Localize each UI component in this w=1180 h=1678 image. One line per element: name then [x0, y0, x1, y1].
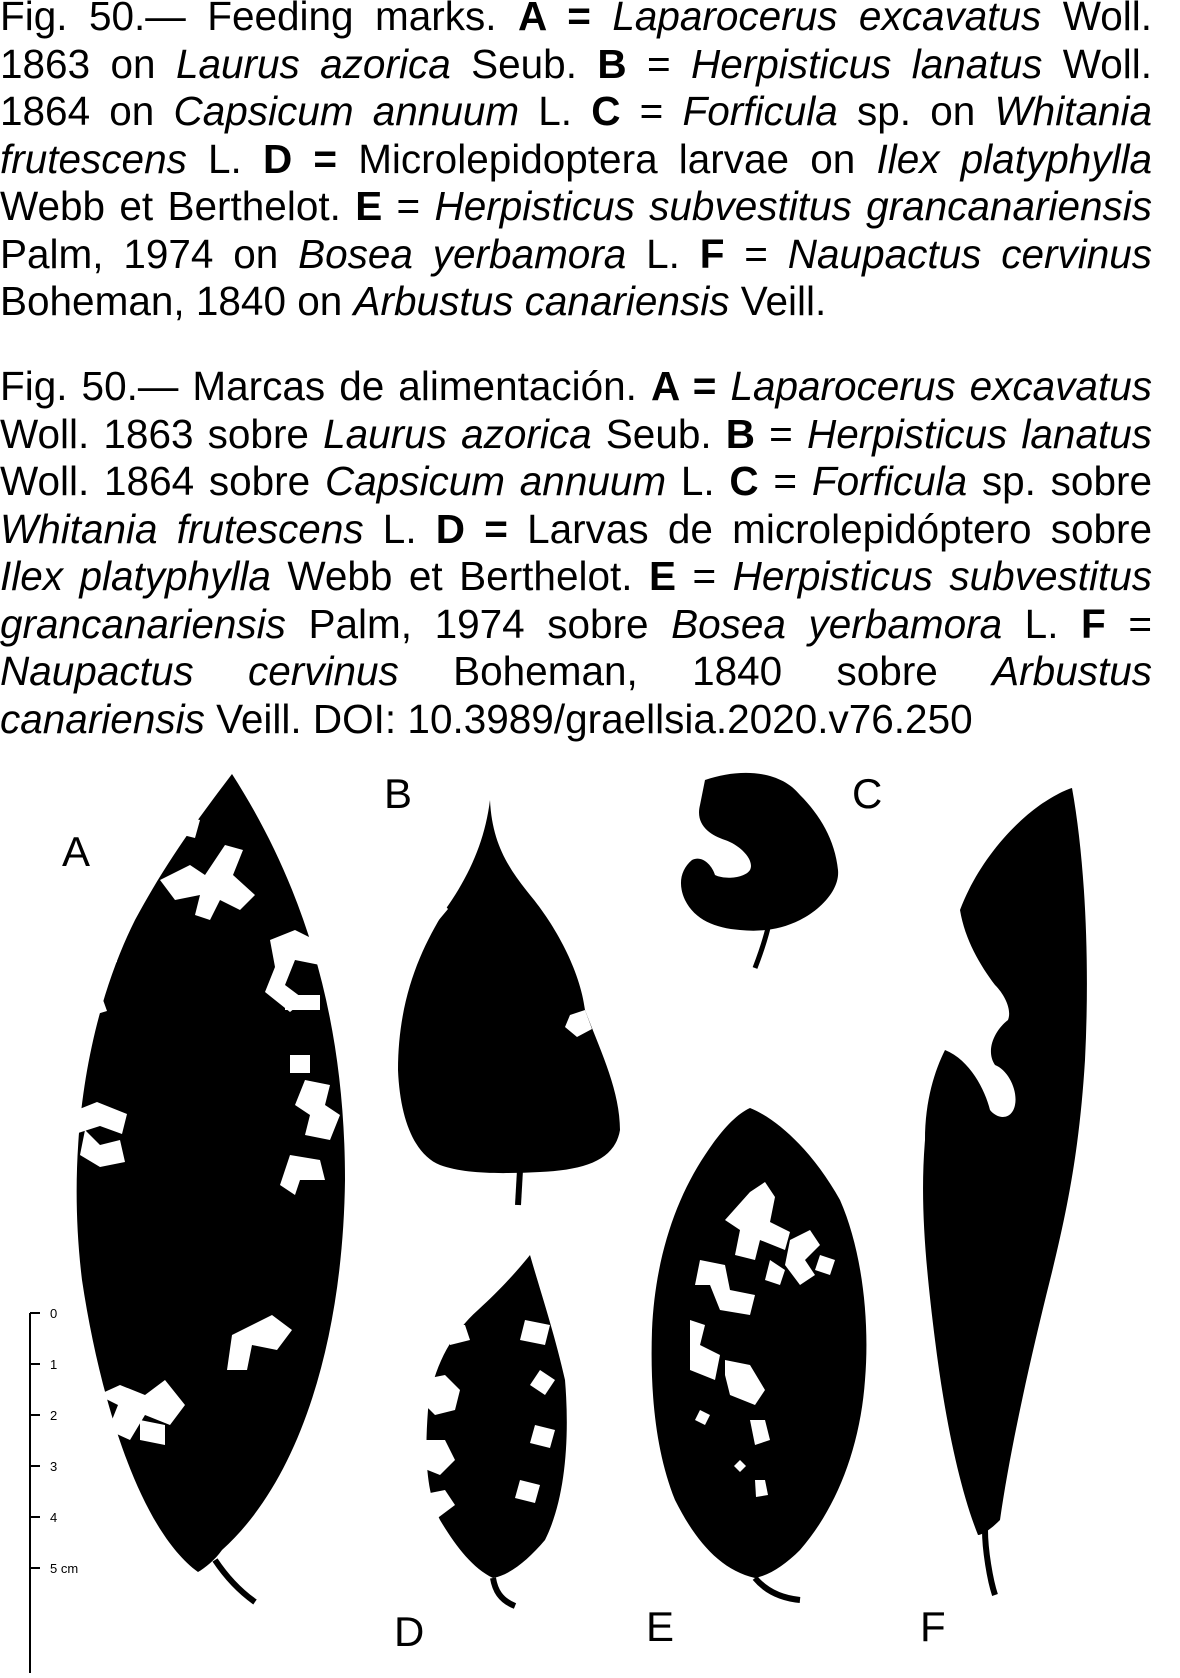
caption-es-run: Veill. DOI: 10.3989/graellsia.2020.v76.250 [204, 695, 973, 742]
leaf-c [681, 773, 838, 968]
caption-en-run: Veill. [729, 278, 827, 324]
leaf-f-petiole [985, 1530, 995, 1595]
leaf-silhouettes [0, 760, 1180, 1673]
caption-es-run: Fig. 50.— Marcas de alimentación. [0, 363, 651, 409]
leaf-d-blade [426, 1255, 566, 1578]
caption-es-run: Bosea yerbamora [671, 600, 1003, 647]
leaf-f-blade [923, 788, 1087, 1535]
caption-es-run: Webb et Berthelot. [270, 553, 649, 599]
caption-es-run: = [758, 458, 812, 504]
leaf-e-petiole [755, 1578, 800, 1600]
caption-es-run: Woll. 1863 sobre [0, 410, 324, 457]
caption-en-run: Woll. 1863 on [0, 0, 1153, 87]
caption-es-run: L. [666, 458, 730, 504]
caption-es-run: = [755, 410, 807, 457]
caption-en-run: Herpisticus subvestitus grancanariensis [434, 183, 1152, 229]
caption-en-run: = [620, 88, 683, 134]
caption-en-run: = [626, 40, 692, 87]
leaf-d-petiole [493, 1578, 515, 1606]
caption-en-run: Webb et Berthelot. [0, 183, 356, 229]
caption-en-run: E [355, 183, 383, 229]
caption-en-run: Laurus azorica [175, 40, 451, 87]
caption-es-run: = [1105, 600, 1152, 647]
caption-en-run: Arbustus canariensis [353, 278, 730, 324]
caption-en-run: Naupactus cervinus [787, 230, 1153, 277]
leaf-a-petiole [215, 1560, 255, 1602]
caption-es-run: Palm, 1974 sobre [285, 600, 672, 647]
caption-es-run: Laurus azorica [323, 410, 592, 457]
caption-en-run: Bosea yerbamora [298, 230, 627, 277]
caption-en-run: Herpisticus lanatus [691, 40, 1043, 87]
panel-label-a: A [62, 828, 91, 875]
panel-label-f: F [920, 1603, 946, 1650]
caption-es-run: Larvas de microlepidóptero sobre [507, 505, 1152, 552]
caption-es-run [716, 363, 730, 409]
caption-es-run: Herpisticus lanatus [806, 410, 1153, 457]
caption-en-run: Ilex platyphylla [876, 135, 1153, 182]
leaf-e-blade [652, 1108, 867, 1578]
caption-en-run [591, 0, 612, 39]
caption-en-run: C [591, 88, 621, 134]
caption-en-run: Seub. [450, 40, 598, 87]
caption-es-run: = [676, 553, 733, 599]
caption-es-run: Laparocerus excavatus [730, 363, 1152, 409]
caption-en-run: Capsicum annuum [173, 88, 520, 134]
caption-spanish [0, 363, 1152, 743]
caption-es-run: Forficula [811, 458, 968, 504]
caption-es-run: Boheman, 1840 sobre [398, 648, 993, 694]
caption-es-run: B [725, 410, 756, 457]
caption-en-run: Palm, 1974 on [0, 230, 299, 277]
leaf-d [415, 1255, 567, 1606]
leaf-c-blade [681, 773, 838, 931]
panel-label-e: E [646, 1603, 675, 1650]
leaf-a [72, 774, 345, 1602]
caption-es-run: F [1081, 600, 1106, 647]
scale-bar-ticks [30, 1306, 78, 1576]
caption-en-run: Fig. 50.— Feeding marks. [0, 0, 518, 39]
caption-es-run: Seub. [591, 410, 726, 457]
caption-es-run: Capsicum annuum [324, 458, 667, 504]
caption-en-run: F [699, 230, 725, 277]
scale-tick-label: 1 [50, 1357, 58, 1372]
leaf-b-petiole [518, 1170, 520, 1205]
scale-tick-label: 4 [50, 1510, 58, 1525]
caption-es-run: Ilex platyphylla [0, 553, 271, 599]
caption-en-run: sp. on [837, 88, 995, 134]
caption-es-run: D = [435, 505, 508, 552]
scale-tick-label: 3 [50, 1459, 58, 1474]
caption-en-run: Woll. 1864 on [0, 40, 1153, 134]
caption-es-run: L. [363, 505, 436, 552]
caption-es-run: Arbustus canariensis [0, 648, 1152, 742]
caption-es-run: Woll. 1864 sobre [0, 458, 325, 504]
scale-bar [30, 1306, 78, 1673]
caption-en-run: B [597, 40, 627, 87]
caption-es-run: Naupactus cervinus [0, 648, 399, 694]
panel-label-b: B [384, 770, 413, 817]
leaf-b-blade [398, 800, 620, 1173]
caption-en-run: L. [519, 88, 592, 134]
panel-label-c: C [852, 770, 883, 817]
caption-es-run: C [729, 458, 759, 504]
caption-en-run: L. [186, 135, 263, 182]
caption-en-run: Whitania frutescens [0, 88, 1153, 182]
feeding-marks-figure [0, 760, 1180, 1673]
caption-en-run: = [724, 230, 788, 277]
scale-unit-label: 5 cm [50, 1561, 79, 1576]
leaf-e [652, 1108, 867, 1600]
scale-tick-label: 2 [50, 1408, 58, 1423]
leaf-c-stem [755, 928, 768, 968]
caption-es-run: Herpisticus subvestitus grancanariensis [0, 553, 1152, 647]
leaf-b [398, 800, 620, 1205]
caption-en-run: D = [262, 135, 338, 182]
caption-en-run: Microlepidoptera larvae on [337, 135, 877, 182]
caption-es-run: Whitania frutescens [0, 505, 364, 552]
caption-en-run: A = [518, 0, 591, 39]
caption-es-run: E [648, 553, 676, 599]
caption-en-run: = [382, 183, 435, 229]
caption-en-run: L. [626, 230, 700, 277]
caption-es-run: A = [650, 363, 717, 409]
caption-es-run: L. [1002, 600, 1082, 647]
caption-en-run: Forficula [682, 88, 838, 134]
caption-es-run: sp. sobre [967, 458, 1152, 504]
leaf-f [923, 788, 1087, 1595]
panel-label-d: D [394, 1608, 425, 1655]
caption-en-run: Boheman, 1840 on [0, 278, 354, 324]
scale-tick-label: 0 [50, 1306, 58, 1321]
caption-english [0, 0, 1152, 326]
caption-en-run: Laparocerus excavatus [612, 0, 1042, 39]
